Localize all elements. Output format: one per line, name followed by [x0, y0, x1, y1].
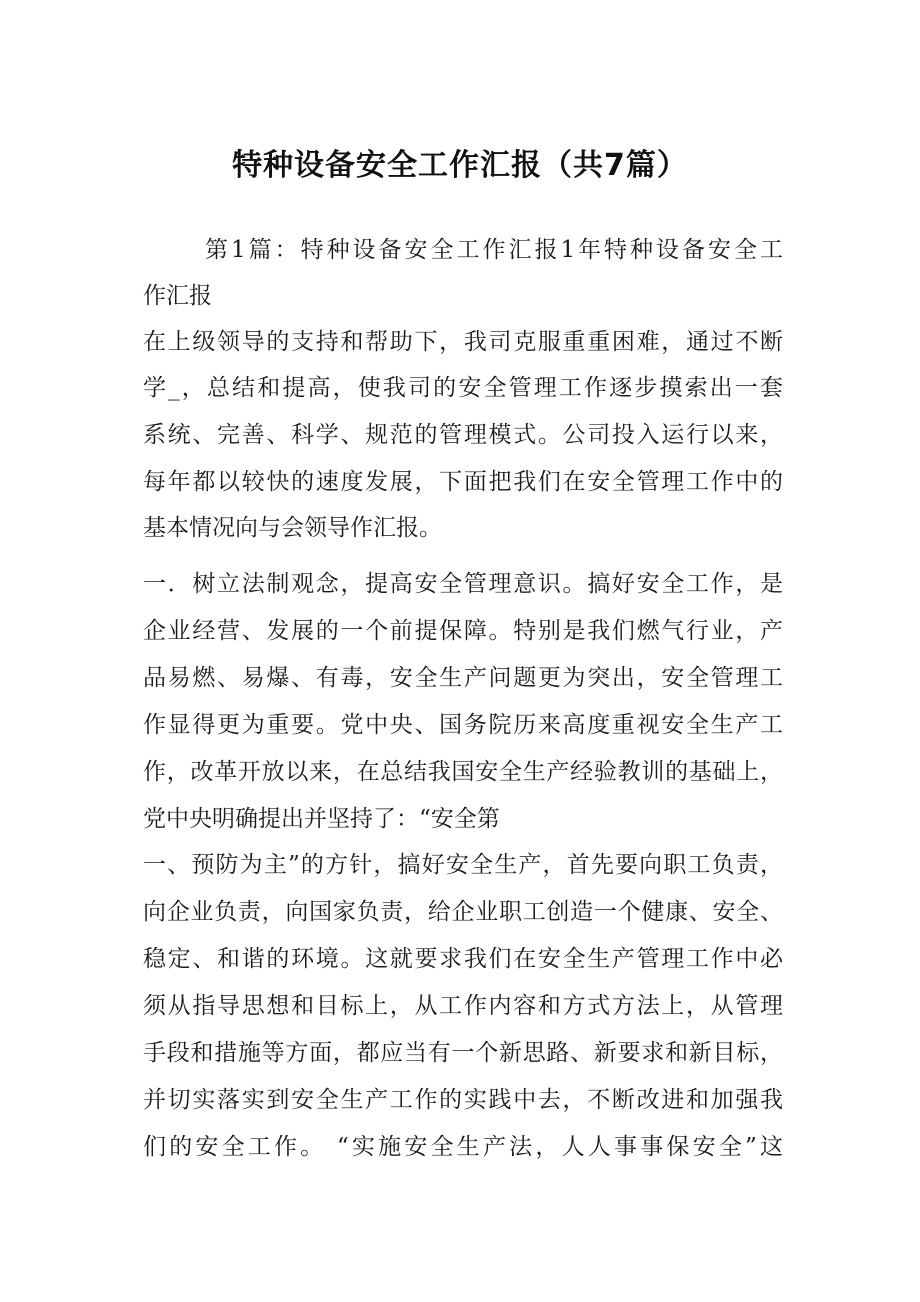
body-line: 须从指导思想和目标上，从工作内容和方式方法上，从管理 — [143, 993, 783, 1019]
body-line: 企业经营、发展的一个前提保障。特别是我们燃气行业，产 — [143, 618, 783, 644]
body-line: 们的安全工作。 “实施安全生产法，人人事事保安全”这 — [143, 1134, 783, 1160]
body-line: 作，改革开放以来，在总结我国安全生产经验教训的基础上， — [143, 759, 783, 785]
body-line: 作显得更为重要。党中央、国务院历来高度重视安全生产工 — [143, 712, 783, 738]
body-line: 基本情况向与会领导作汇报。 — [143, 515, 442, 541]
body-line: 每年都以较快的速度发展，下面把我们在安全管理工作中的 — [143, 469, 783, 495]
body-line: 学_，总结和提高，使我司的安全管理工作逐步摸索出一套 — [143, 375, 783, 401]
body-line: 一．树立法制观念，提高安全管理意识。搞好安全工作，是 — [143, 571, 783, 597]
body-line: 在上级领导的支持和帮助下，我司克服重重困难，通过不断 — [143, 329, 783, 355]
body-line: 第1篇：特种设备安全工作汇报1年特种设备安全工 — [205, 237, 783, 263]
body-line: 向企业负责，向国家负责，给企业职工创造一个健康、安全、 — [143, 899, 783, 925]
body-line: 作汇报 — [143, 283, 212, 309]
body-line: 系统、完善、科学、规范的管理模式。公司投入运行以来， — [143, 422, 783, 448]
document-title: 特种设备安全工作汇报（共7篇） — [232, 148, 688, 183]
body-line: 党中央明确提出并坚持了：“安全第 — [143, 806, 500, 832]
body-line: 稳定、和谐的环境。这就要求我们在安全生产管理工作中必 — [143, 946, 783, 972]
body-line: 并切实落实到安全生产工作的实践中去，不断改进和加强我 — [143, 1087, 783, 1113]
body-line: 手段和措施等方面，都应当有一个新思路、新要求和新目标， — [143, 1040, 783, 1066]
body-line: 品易燃、易爆、有毒，安全生产问题更为突出，安全管理工 — [143, 665, 783, 691]
body-line: 一、预防为主”的方针，搞好安全生产，首先要向职工负责， — [143, 852, 783, 878]
